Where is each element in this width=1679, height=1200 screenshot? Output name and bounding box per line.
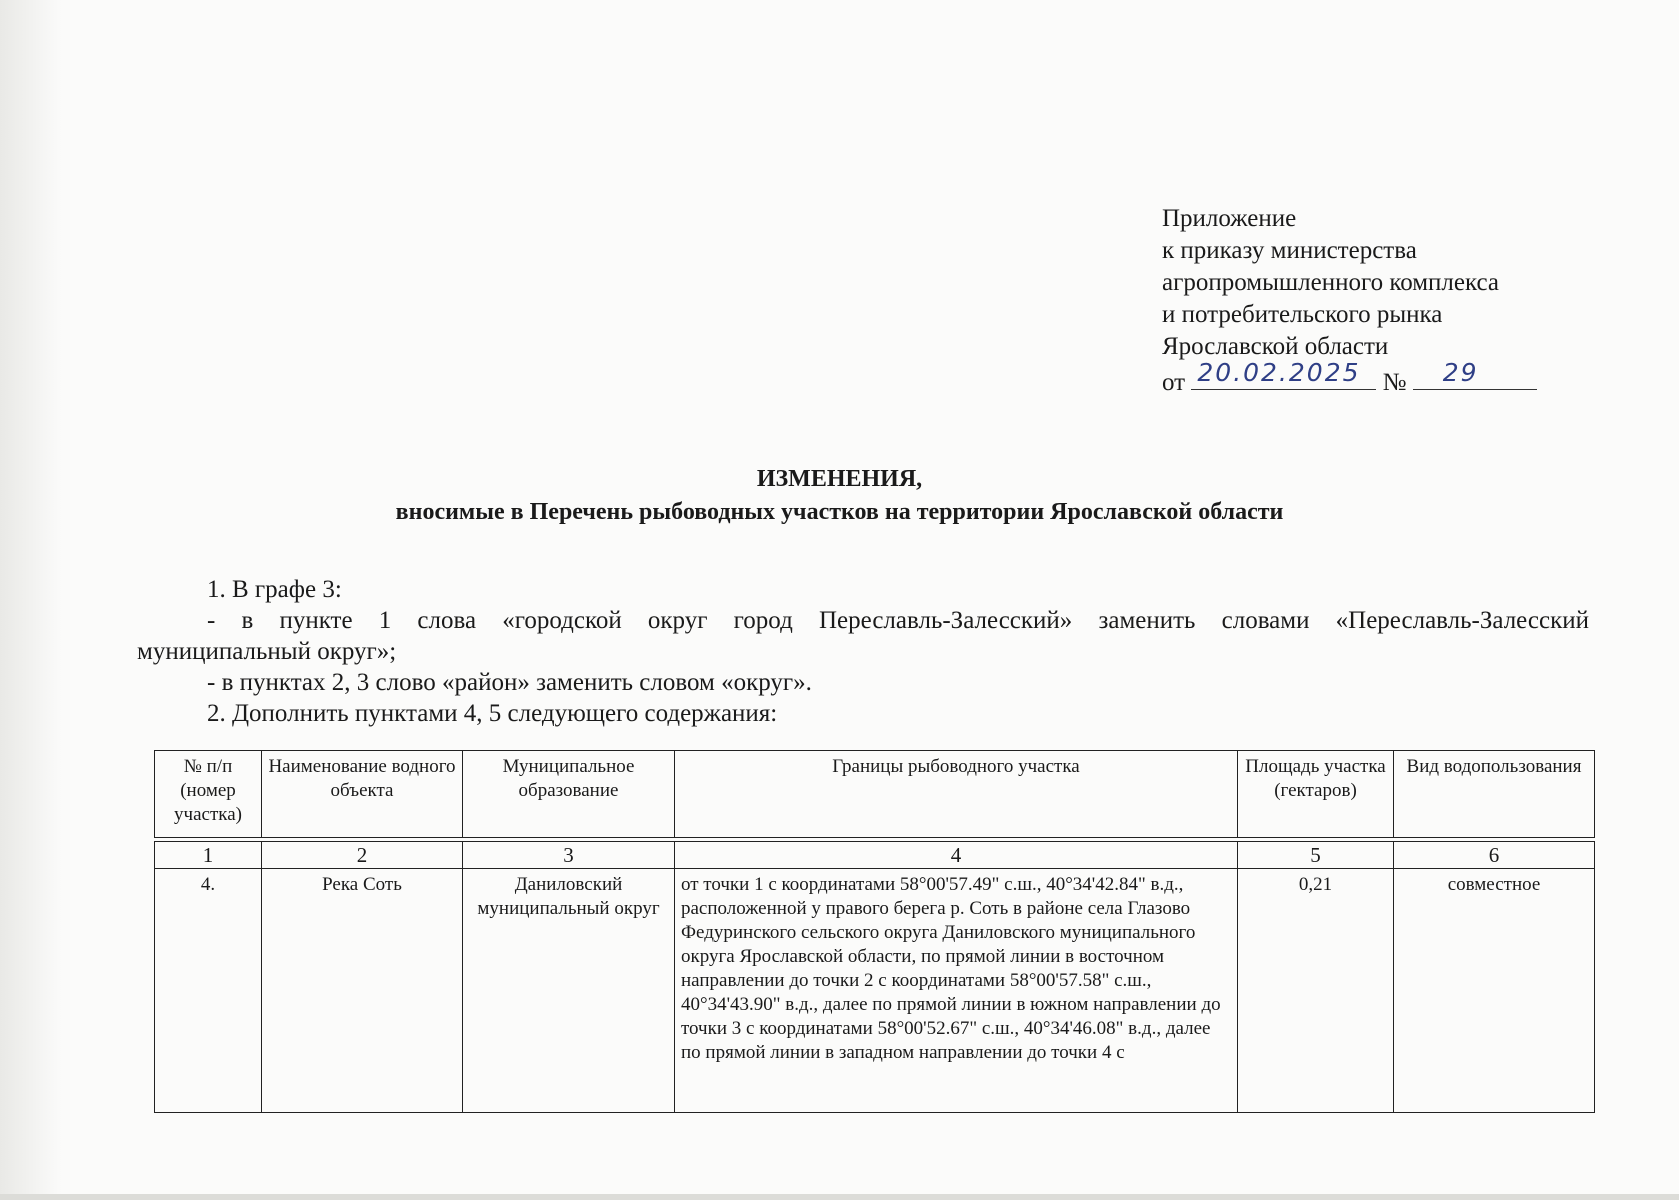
column-number: 1 <box>155 842 262 869</box>
appendix-line-5: Ярославской области <box>1162 333 1389 360</box>
cell-water-object: Река Соть <box>262 869 463 1113</box>
date-field <box>1191 358 1376 390</box>
paragraph-1: 1. В графе 3: <box>207 576 342 603</box>
table-row <box>155 869 1595 1113</box>
handwritten-date: 20.02.2025 <box>1197 358 1361 387</box>
paragraph-2-first: - в пункте 1 слова «городской округ город Переславль-Залесский» заменить словами «Переславль-Залесский <box>207 607 1589 634</box>
column-number: 2 <box>262 842 463 869</box>
header-cell-boundaries: Границы рыбоводного участка <box>675 751 1238 838</box>
scan-bottom-edge <box>0 1194 1679 1200</box>
appendix-date-line <box>1162 358 1537 399</box>
handwritten-number: 29 <box>1442 358 1479 387</box>
cell-use-type: совместное <box>1394 869 1595 1113</box>
title-heading: ИЗМЕНЕНИЯ, <box>756 466 923 492</box>
document-title <box>0 463 1679 529</box>
number-prefix: № <box>1382 369 1407 396</box>
cell-municipality: Даниловский муниципальный округ <box>463 869 675 1113</box>
column-number: 3 <box>463 842 675 869</box>
column-number-row <box>155 842 1595 869</box>
paragraph-2-second: муниципальный округ»; <box>137 638 397 665</box>
table-header-row <box>155 751 1595 838</box>
appendix-line-4: и потребительского рынка <box>1162 301 1443 328</box>
cell-plot-number: 4. <box>155 869 262 1113</box>
header-cell-number: № п/п (номер участка) <box>155 751 262 838</box>
column-number: 4 <box>675 842 1238 869</box>
cell-boundaries: от точки 1 с координатами 58°00'57.49" с.ш., 40°34'42.84" в.д., расположенной у правого берега р. Соть в районе села Глазово Федуринского сельского округа Даниловского муниципального округа Ярославской области, по прямой линии в восточном направлении до точки 2 с координатами 58°00'57.58" с.ш., 40°34'43.90" в.д., далее по прямой линии в южном направлении до точки 3 с координатами 58°00'52.67" с.ш., 40°34'46.08" в.д., далее по прямой линии в западном направлении до точки 4 с <box>675 869 1238 1113</box>
appendix-line-1: Приложение <box>1162 205 1297 232</box>
cell-area: 0,21 <box>1238 869 1394 1113</box>
column-number: 6 <box>1394 842 1595 869</box>
title-subheading: вносимые в Перечень рыбоводных участков на территории Ярославской области <box>395 499 1284 525</box>
appendix-line-2: к приказу министерства <box>1162 237 1417 264</box>
paragraph-4: 2. Дополнить пунктами 4, 5 следующего содержания: <box>207 700 778 727</box>
paragraph-3: - в пунктах 2, 3 слово «район» заменить словом «округ». <box>207 669 812 696</box>
date-prefix: от <box>1162 369 1186 396</box>
scan-edge <box>0 0 62 1200</box>
appendix-line-3: агропромышленного комплекса <box>1162 269 1500 296</box>
header-cell-area: Площадь участка (гектаров) <box>1238 751 1394 838</box>
fish-plots-table <box>154 750 1595 1113</box>
header-cell-municipality: Муниципальное образование <box>463 751 675 838</box>
number-field <box>1413 358 1537 390</box>
body-paragraphs <box>137 574 1589 729</box>
header-cell-use-type: Вид водопользования <box>1394 751 1595 838</box>
appendix-block <box>1162 203 1537 399</box>
column-number: 5 <box>1238 842 1394 869</box>
header-cell-water-object: Наименование водного объекта <box>262 751 463 838</box>
